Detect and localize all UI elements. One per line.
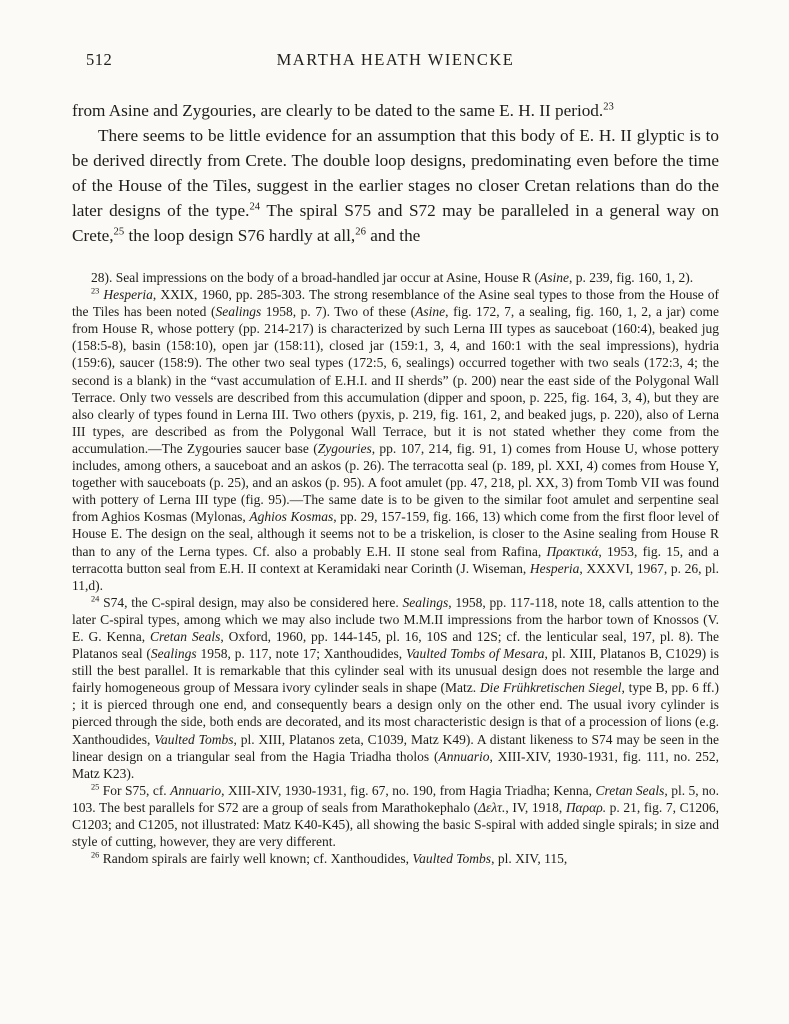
footnote-ref: 24 — [91, 594, 100, 604]
cited-title: Sealings — [402, 594, 449, 610]
text-run: There seems to be little evidence for an assumption that this body of E. H. II glyptic is to be derived directly from Crete. The double loop designs, predominating even before the time of the House of the Tiles, suggest in the earlier stages no closer Cretan relations than do the later designs of the type. — [72, 126, 719, 220]
footnote-ref: 23 — [91, 286, 100, 296]
footnote-ref: 26 — [91, 850, 100, 860]
cited-title: Hesperia — [529, 560, 580, 576]
text-run: , Oxford, 1960, pp. 144-145, pl. 16, 10S and 12S; cf. the lenticular seal, 197, pl. 8). The Platanos seal ( — [72, 628, 720, 662]
cited-title: Vaulted Tombs — [154, 731, 234, 747]
text-run: , pl. 5, no. 103. The best parallels for S72 are a group of seals from Marathokephalo ( — [72, 782, 719, 815]
page-number: 512 — [86, 50, 113, 69]
cited-title: Annuario — [438, 748, 490, 764]
body-paragraph — [72, 123, 719, 248]
cited-title: Cretan Seals — [149, 628, 221, 644]
cited-title: Vaulted Tombs — [412, 851, 492, 867]
footnote-25 — [72, 782, 719, 850]
cited-title: Hesperia — [103, 287, 153, 303]
main-text — [72, 98, 719, 248]
text-run: , XXXVI, 1967, p. 26, pl. 11,d). — [72, 560, 719, 593]
text-run: p. 21, fig. 7, C1206, C1203; and C1205, not illustrated: Matz K40-K45), all showing the basic S-spiral with added single spirals; in size and style of cutting, however, they are very different. — [72, 799, 719, 850]
footnote-ref: 23 — [603, 101, 614, 113]
cited-title: Aghios Kosmas — [249, 509, 334, 525]
text-run: and the — [365, 226, 421, 245]
text-run: 1958, p. 117, note 17; Xanthoudides, — [196, 646, 406, 662]
cited-title: Δελτ. — [478, 799, 506, 815]
footnote-continuation — [72, 269, 719, 286]
text-run: , XXIX, 1960, pp. 285-303. The strong resemblance of the Asine seal types to those from the House of the Tiles has been noted ( — [72, 287, 720, 320]
footnote-23 — [72, 286, 719, 594]
text-run: Random spirals are fairly well known; cf. Xanthoudides, — [99, 851, 413, 867]
text-run: , pp. 107, 214, fig. 91, 1) comes from House U, whose pottery includes, among others, a sauceboat and an askos (p. 26). The terracotta seal (p. 189, pl. XXI, 4) comes from House Y, together with sauceboats (p. 25), and an askos (p. 95). A foot amulet (pp. 47, 218, pl. XX, 3) from Tomb VII was found with pottery of Lerna III type (fig. 95).—The same date is to be given to the similar foot amulet and serpentine seal from Aghios Kosmas (Mylonas, — [72, 440, 720, 525]
cited-title: Die Frühkretischen Siegel — [479, 680, 622, 696]
text-run: , type B, pp. 6 ff.) ; it is pierced through one end, and consequently bears a design only on the other end. The usual ivory cylinder is pierced through the side, both ends are decorated, and its most characteristic design is that of a procession of lions (e.g. Xanthoudides, — [72, 680, 719, 747]
cited-title: Zygouries — [317, 440, 372, 456]
footnotes — [72, 269, 719, 867]
footnote-ref: 25 — [113, 226, 125, 238]
text-run: 28). Seal impressions on the body of a broad-handled jar occur at Asine, House R ( — [91, 270, 540, 285]
text-run: , pl. XIII, Platanos B, C1029) is still the best parallel. It is remarkable that this cylinder seal with its unusual design does not resemble the large and fairly homogeneous group of Messara ivory cylinder seals in shape (Matz. — [72, 646, 719, 696]
footnote-ref: 26 — [355, 226, 366, 238]
cited-title: Cretan Seals — [595, 782, 665, 798]
footnote-24 — [72, 594, 719, 782]
footnote-26 — [72, 850, 719, 867]
text-run: The spiral S75 and S72 may be paralleled in a general way on Crete, — [72, 201, 719, 245]
text-run: , 1953, fig. 15, and a terracotta button seal from E.H. II context at Keramidaki near Corinth (J. Wiseman, — [72, 543, 719, 576]
footnote-ref: 25 — [91, 782, 100, 792]
footnote-ref: 24 — [249, 201, 261, 213]
text-run: , pl. XIV, 115, — [491, 851, 568, 867]
body-paragraph-continuation — [72, 98, 719, 123]
text-run: , fig. 172, 7, a sealing, fig. 160, 1, 2, a jar) come from House R, whose pottery (pp. 214-217) is characterized by such Lerna III types as sauceboat (160:4), beaked jug (158:5-8), basin (158:10), open jar (158:11), closed jar (159:1, 3, 4, and 160:1 with the seal impressions), hydria (159:6), saucer (158:9). The other two seal types (172:5, 6, sealings) occurred together with two seals (172:3, 4; the second is a blank) in the “vast accumulation of E.H.I. and II sherds” (p. 200) near the east side of the Polygonal Wall Terrace. Only two vessels are described from this accumulation (dipper and spoon, p. 225, fig. 164, 3, 4), but they are also clearly of types found in Lerna III. Two others (pyxis, p. 219, fig. 161, 2, and beaked jugs, p. 220), also of Lerna III types, are described as from the Polygonal Wall Terrace, but it is not stated whether they come from the accumulation.—The Zygouries saucer base ( — [72, 304, 719, 456]
text-run: , 1958, pp. 117-118, note 18, calls attention to the later C-spiral types, among which we may also include two M.M.II impressions from the harbor town of Knossos (V. E. G. Kenna, — [72, 594, 719, 644]
text-run: For S75, cf. — [99, 782, 171, 798]
text-run: S74, the C-spiral design, may also be considered here. — [99, 594, 403, 610]
cited-title: Πρακτικά — [546, 543, 599, 559]
text-run: , IV, 1918, — [505, 799, 566, 815]
text-run: , XIII-XIV, 1930-1931, fig. 67, no. 190, from Hagia Triadha; Kenna, — [221, 782, 596, 798]
cited-title: Asine — [539, 270, 570, 285]
text-run: , pp. 29, 157-159, fig. 166, 13) which come from the first floor level of House E. The design on the seal, although it seems not to be a triskelion, is closer to the Asine sealing from House R than to any of the Lerna types. Cf. also a probably E.H. II stone seal from Rafina, — [72, 509, 719, 559]
cited-title: Asine — [415, 304, 446, 320]
text-run: , pl. XIII, Platanos zeta, C1039, Matz K49). A distant likeness to S74 may be seen in the linear design on a triangular seal from the Hagia Triadha tholos ( — [72, 731, 719, 764]
cited-title: Annuario — [170, 782, 222, 798]
text-run: , p. 239, fig. 160, 1, 2). — [569, 270, 694, 285]
cited-title: Sealings — [150, 646, 197, 662]
page-header — [72, 50, 719, 72]
cited-title: Sealings — [215, 304, 262, 320]
text-run: 1958, p. 7). Two of these ( — [261, 304, 416, 320]
cited-title: Vaulted Tombs of Mesara — [405, 646, 545, 662]
text-run: the loop design S76 hardly at all, — [124, 226, 356, 245]
cited-title: Παραρ. — [565, 799, 607, 815]
text-run: from Asine and Zygouries, are clearly to be dated to the same E. H. II period. — [72, 101, 604, 120]
running-head: MARTHA HEATH WIENCKE — [276, 50, 515, 69]
text-run: , XIII-XIV, 1930-1931, fig. 111, no. 252, Matz K23). — [72, 748, 719, 781]
